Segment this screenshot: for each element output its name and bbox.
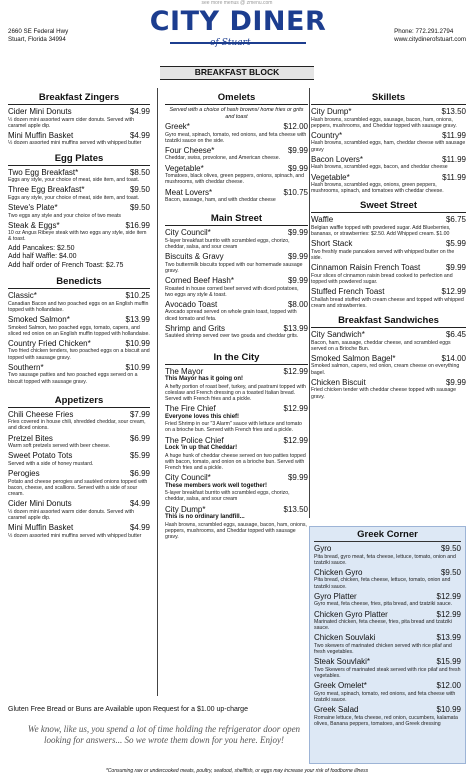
- menu-item-name: The Fire Chief: [165, 404, 216, 414]
- menu-item: [8, 434, 150, 444]
- menu-item-description: Hash browns, scrambled eggs, bacon, and cheddar cheese: [311, 164, 448, 171]
- menu-item-name: Three Egg Breakfast*: [8, 185, 85, 195]
- menu-item-price: $12.99: [436, 609, 461, 619]
- menu-item-description: 5-layer breakfast burrito with scrambled eggs, chorizo, cheddar, salsa, and sour cream: [165, 490, 290, 503]
- menu-item-price: $9.99: [287, 163, 308, 173]
- menu-item-price: $9.50: [129, 203, 150, 213]
- menu-item: [8, 339, 150, 349]
- menu-item-name: Biscuits & Gravy: [165, 252, 224, 262]
- menu-item-name: Mini Muffin Basket: [8, 130, 74, 140]
- column-left: [8, 92, 150, 541]
- menu-item-description: Hash browns, scrambled eggs, sausage, bacon, ham, onions, peppers, mushrooms, and Cheddar topped with sausage gravy.: [311, 116, 457, 129]
- menu-item: [165, 122, 308, 132]
- menu-item-price: $11.99: [442, 154, 466, 164]
- menu-item-description: Warm soft pretzels served with beer cheese.: [8, 443, 111, 450]
- menu-item-price: $14.00: [441, 353, 466, 363]
- egg-addon: Add half Waffle: $4.00: [8, 253, 77, 261]
- menu-item: [311, 239, 466, 249]
- section-title: Breakfast Sandwiches: [311, 315, 466, 328]
- menu-item: [165, 276, 308, 286]
- menu-item-description: Fries covered in house chili, shredded cheddar, sour cream, and diced onions.: [8, 419, 146, 432]
- menu-item-description: Challah bread stuffed with cream cheese and topped with whipped cream and strawberries.: [311, 296, 464, 309]
- menu-item: [165, 505, 308, 515]
- section-greek-corner: [309, 526, 466, 764]
- menu-item-price: $4.99: [129, 107, 150, 116]
- section-in-the-city: [165, 352, 308, 541]
- section-skillets: [311, 92, 466, 194]
- menu-item-description: ½ dozen mini assorted warm cider donuts. Served with caramel apple dip.: [8, 508, 134, 521]
- section-breakfast-sandwiches: [311, 315, 466, 400]
- menu-item-name: City Council*: [165, 228, 211, 238]
- section-subtitle: Served with a choice of hash browns/ home fries or grits and toast: [169, 107, 304, 120]
- menu-item-name: Chicken Souvlaki: [314, 633, 376, 643]
- menu-item: [165, 164, 308, 174]
- menu-item-name: Chicken Gyro: [314, 567, 363, 577]
- logo-tagline: of Stuart: [210, 38, 251, 48]
- menu-item: [314, 705, 461, 715]
- section-title: In the City: [165, 352, 308, 365]
- menu-item-price: $12.99: [283, 404, 308, 414]
- menu-item-description: Two eggs any style and your choice of two meats: [8, 212, 122, 219]
- menu-item-price: $12.99: [436, 591, 461, 601]
- menu-item-name: Cider Mini Donuts: [8, 499, 72, 509]
- menu-item-price: $6.99: [129, 469, 150, 479]
- menu-item-name: Waffle: [311, 215, 334, 225]
- menu-item: [8, 131, 150, 141]
- menu-item-description: Belgian waffle topped with powdered sugar. Add Blueberries, bananas, or strawberries: $2.50. Add Whipped cream. $1.00: [311, 224, 451, 238]
- menu-item-name: Vegetable*: [311, 172, 350, 182]
- watermark: see more menus @ zmenu.com: [201, 0, 273, 6]
- menu-item-price: $13.99: [125, 315, 150, 325]
- menu-item-price: $13.50: [283, 504, 308, 514]
- menu-item-name: Greek Omelet*: [314, 681, 367, 691]
- menu-item: [8, 185, 150, 195]
- menu-item-price: $13.99: [436, 633, 461, 643]
- city-diner-logo: [140, 6, 336, 54]
- menu-item-name: Country*: [311, 130, 343, 140]
- menu-item: [311, 330, 466, 340]
- section-main-street: [165, 213, 308, 339]
- menu-item-price: $9.99: [287, 228, 308, 238]
- menu-item-description: Canadian Bacon and two poached eggs on an English muffin topped with hollandaise.: [8, 300, 149, 313]
- menu-item: [314, 544, 461, 554]
- menu-item: [8, 291, 150, 301]
- address-line-2: Stuart, Florida 34994: [8, 36, 66, 43]
- menu-item-description: Gyro meat, spinach, tomato, red onions, and feta cheese with tzatziki sauce.: [314, 690, 456, 703]
- menu-item-name: Vegetable*: [165, 163, 204, 173]
- menu-item-name: Bacon Lovers*: [311, 154, 364, 164]
- menu-item-price: $5.99: [445, 239, 466, 249]
- menu-item-description: ½ dozen mini assorted warm cider donuts. Served with caramel apple dip.: [8, 116, 134, 129]
- menu-item-tagline: This is no ordinary landfill...: [165, 514, 245, 521]
- menu-item: [8, 315, 150, 325]
- menu-item-price: $10.75: [283, 187, 308, 197]
- menu-item-name: The Police Chief: [165, 435, 224, 445]
- column-divider-1: [157, 88, 158, 696]
- breakfast-block-title: BREAKFAST BLOCK: [160, 66, 314, 80]
- menu-item: [311, 215, 466, 225]
- menu-item-price: $16.99: [125, 220, 150, 230]
- address-line-1: 2660 SE Federal Hwy: [8, 28, 69, 35]
- menu-item-name: Two Egg Breakfast*: [8, 167, 79, 177]
- menu-item-description: Pita bread, gyro meat, feta cheese, lettuce, tomato, onion and tzatziki sauce.: [314, 553, 456, 566]
- menu-item: [311, 263, 466, 273]
- menu-item-price: $10.99: [125, 362, 150, 372]
- menu-item-name: City Dump*: [165, 504, 206, 514]
- menu-quote: We know, like us, you spend a lot of time holding the refrigerator door open looking for answers... So we wrote them down for you here. Enjoy!: [27, 724, 301, 745]
- menu-item: [165, 228, 308, 238]
- menu-item: [8, 451, 150, 461]
- menu-item-name: Four Cheese*: [165, 145, 215, 155]
- menu-item-name: City Sandwich*: [311, 330, 365, 340]
- menu-item-name: Cider Mini Donuts: [8, 107, 72, 116]
- menu-item-price: $12.99: [441, 287, 466, 297]
- menu-item-name: Country Fried Chicken*: [8, 338, 91, 348]
- menu-item-description: Hash browns, scrambled eggs, onions, green peppers, mushrooms, spinach, and tomatoes with cheddar cheese.: [311, 182, 444, 195]
- gluten-free-note: Gluten Free Bread or Buns are Available upon Request for a $1.00 up-charge: [8, 706, 248, 713]
- menu-item: [8, 410, 150, 420]
- menu-item-tagline: Everyone loves this chief!: [165, 413, 240, 420]
- menu-item-price: $10.99: [436, 705, 461, 715]
- menu-item-price: $9.99: [445, 377, 466, 387]
- menu-item: [165, 300, 308, 310]
- menu-item-name: City Council*: [165, 473, 211, 483]
- menu-item-name: City Dump*: [311, 107, 352, 116]
- menu-item-price: $9.99: [287, 252, 308, 262]
- menu-item-price: $9.50: [129, 185, 150, 195]
- menu-item-price: $4.99: [129, 499, 150, 509]
- menu-item: [165, 367, 308, 377]
- menu-item-description: Potato and cheese perogies and sautéed onions topped with bacon, cheese, and scallions. Served with a side of sour cream.: [8, 478, 148, 497]
- menu-item: [311, 173, 466, 183]
- menu-item-description: ½ dozen assorted mini muffins served with whipped butter: [8, 140, 142, 147]
- section-title: Sweet Street: [311, 200, 466, 213]
- menu-item-price: $9.99: [287, 276, 308, 286]
- menu-item-price: $13.99: [283, 323, 308, 333]
- menu-item-name: Cinnamon Raisin French Toast: [311, 263, 421, 273]
- section-title: Main Street: [165, 213, 308, 226]
- menu-item-price: $12.00: [283, 122, 308, 131]
- menu-item-price: $7.99: [129, 409, 150, 419]
- menu-item: [8, 469, 150, 479]
- menu-item-description: Gyro meat, feta cheese, fries, pita bread, and tzatziki sauce.: [314, 601, 453, 608]
- menu-item: [314, 633, 461, 643]
- menu-item-description: Bacon, ham, sausage, cheddar cheese, and scrambled eggs served on a Brioche Bun.: [311, 339, 451, 352]
- menu-item-name: Chili Cheese Fries: [8, 409, 74, 419]
- menu-item-name: The Mayor: [165, 366, 204, 376]
- menu-item: [165, 404, 308, 414]
- menu-item-description: A huge hunk of cheddar cheese served on two patties topped with bacon, tomato, and onion on a brioche bun. Served with French fries and a pickle.: [165, 452, 306, 471]
- menu-item-name: Steak & Eggs*: [8, 220, 60, 230]
- menu-item-description: 10 oz Angus Ribeye steak with two eggs any style, side item & toast.: [8, 230, 147, 243]
- menu-item-price: $10.99: [125, 338, 150, 348]
- menu-item: [314, 592, 461, 602]
- menu-item: [165, 473, 308, 483]
- menu-item: [314, 568, 461, 578]
- section-title: Greek Corner: [314, 529, 461, 542]
- column-right: [311, 92, 466, 402]
- section-title: Omelets: [165, 92, 308, 105]
- menu-item: [311, 107, 466, 117]
- section-title: Egg Plates: [8, 153, 150, 166]
- menu-item-description: Eggs any style, your choice of meat, side item, and toast.: [8, 194, 140, 201]
- menu-item-name: Southern*: [8, 362, 44, 372]
- menu-item-name: Chicken Biscuit: [311, 377, 366, 387]
- menu-item-name: Corned Beef Hash*: [165, 276, 234, 286]
- menu-item-price: $12.00: [436, 681, 461, 691]
- menu-item-description: Smoked Salmon, two poached eggs, tomato, capers, and sliced red onion on an English muffin topped with hollandaise.: [8, 324, 150, 337]
- menu-item-description: Served with a side of honey mustard.: [8, 460, 94, 467]
- section-title: Benedicts: [8, 276, 150, 289]
- menu-item: [8, 203, 150, 213]
- menu-item-tagline: These members work well together!: [165, 482, 268, 489]
- logo-title: CITY DINER: [149, 6, 327, 37]
- menu-item-name: Gyro: [314, 544, 332, 553]
- section-egg-plates: [8, 153, 150, 271]
- menu-item-description: Two Skewers of marinated steak served with rice pilaf and fresh vegetables.: [314, 666, 461, 680]
- menu-item: [165, 324, 308, 334]
- menu-item-price: $13.50: [441, 107, 466, 116]
- menu-item-name: Gyro Platter: [314, 591, 357, 601]
- menu-item: [8, 221, 150, 231]
- section-benedicts: [8, 276, 150, 385]
- menu-item-price: $10.25: [125, 291, 150, 301]
- menu-item: [311, 354, 466, 364]
- menu-item-name: Smoked Salmon Bagel*: [311, 353, 396, 363]
- section-breakfast-zingers: [8, 92, 150, 147]
- phone: Phone: 772.291.2794: [394, 28, 454, 35]
- menu-item: [8, 168, 150, 178]
- menu-item-name: Sweet Potato Tots: [8, 451, 73, 461]
- menu-item: [314, 657, 461, 667]
- menu-item-description: 5-layer breakfast burrito with scrambled eggs, chorizo, cheddar, salsa, and sour cream: [165, 237, 290, 250]
- section-omelets: [165, 92, 308, 203]
- menu-item-price: $9.50: [440, 567, 461, 577]
- menu-item-name: Perogies: [8, 469, 40, 479]
- menu-item-price: $8.50: [129, 167, 150, 177]
- menu-item-name: Stuffed French Toast: [311, 287, 385, 297]
- menu-item-price: $11.99: [442, 172, 466, 182]
- menu-item-description: A hefty portion of roast beef, turkey, and pastrami topped with coleslaw and French dressing on a toasted Italian bread. Served with French fries and a pickle.: [165, 383, 306, 402]
- menu-item-tagline: This Mayor has it going on!: [165, 376, 243, 383]
- menu-item: [8, 523, 150, 533]
- menu-item-description: Hash browns, scrambled eggs, ham, cheddar cheese with sausage gravy: [311, 140, 466, 153]
- menu-item-name: Greek*: [165, 122, 190, 131]
- menu-item-price: $9.50: [440, 544, 461, 553]
- menu-item-price: $6.75: [445, 215, 466, 225]
- menu-item-description: Avocado spread served on whole grain toast, topped with diced tomato and feta.: [165, 309, 297, 322]
- menu-item: [314, 681, 461, 691]
- menu-item-name: Steak Souvlaki*: [314, 657, 371, 667]
- menu-item-description: Fried chicken tender with cheddar cheese topped with sausage gravy.: [311, 387, 457, 400]
- menu-item: [314, 610, 461, 620]
- menu-item-name: Smoked Salmon*: [8, 315, 70, 325]
- column-middle: [165, 92, 308, 542]
- menu-item: [311, 155, 466, 165]
- menu-item-price: $12.99: [283, 435, 308, 445]
- menu-item-price: $9.99: [287, 473, 308, 483]
- menu-item-description: Bacon, sausage, ham, and with cheddar cheese: [165, 197, 276, 204]
- menu-item-description: Two fried chicken tenders, two poached eggs on a biscuit and topped with sausage gravy.: [8, 348, 150, 361]
- menu-item: [8, 499, 150, 509]
- menu-item: [165, 252, 308, 262]
- section-sweet-street: [311, 200, 466, 309]
- menu-item-description: Two sausage patties and two poached eggs served on a biscuit topped with sausage gravy.: [8, 372, 138, 385]
- menu-item-price: $8.00: [287, 299, 308, 309]
- menu-item: [311, 378, 466, 388]
- menu-item-description: Smoked salmon, capers, red onion, cream cheese on everything bagel.: [311, 363, 460, 376]
- menu-item: [165, 188, 308, 198]
- menu-item: [165, 436, 308, 446]
- menu-item-name: Meat Lovers*: [165, 187, 213, 197]
- menu-item-name: Short Stack: [311, 239, 353, 249]
- menu-item-price: $6.99: [129, 433, 150, 443]
- menu-item-description: Cheddar, swiss, provolone, and American cheese.: [165, 155, 281, 162]
- menu-item-name: Avocado Toast: [165, 299, 218, 309]
- restaurant-address: [8, 28, 68, 44]
- menu-item-price: $6.45: [445, 330, 466, 340]
- menu-item: [311, 287, 466, 297]
- menu-item-tagline: Lock 'in up that Cheddar!: [165, 445, 238, 452]
- menu-item-name: Classic*: [8, 291, 37, 301]
- menu-item-price: $15.99: [436, 657, 461, 667]
- menu-item-description: Sautéed shrimp served over two gouda and cheddar grits.: [165, 333, 299, 340]
- menu-item-price: $9.99: [287, 145, 308, 155]
- restaurant-contact: [394, 28, 466, 44]
- menu-item-description: Roasted in house corned beef served with diced potatoes, two eggs any style & toast.: [165, 285, 299, 298]
- egg-addon: Add half order of French Toast: $2.75: [8, 261, 124, 269]
- menu-item-description: Two freshly made pancakes served with whipped butter on the side.: [311, 248, 455, 262]
- menu-item-name: Chicken Gyro Platter: [314, 609, 388, 619]
- food-safety-warning: *Consuming raw or undercooked meats, poultry, seafood, shellfish, or eggs may increase your risk of foodborne illness: [105, 768, 369, 774]
- menu-item: [311, 131, 466, 141]
- website-link[interactable]: www.citydinerofstuart.com: [394, 36, 466, 43]
- menu-item-name: Mini Muffin Basket: [8, 523, 74, 533]
- egg-addon: Add Pancakes: $2.50: [8, 244, 75, 252]
- menu-item-price: $4.99: [129, 523, 150, 533]
- menu-item-description: Romaine lettuce, feta cheese, red onion, cucumbers, kalamata olives, Banana peppers, tomatoes, and Greek dressing: [314, 714, 458, 727]
- section-title: Breakfast Zingers: [8, 92, 150, 105]
- menu-item-name: Greek Salad: [314, 705, 359, 715]
- menu-item-price: $5.99: [129, 451, 150, 461]
- menu-item-description: Marinated chicken, feta cheese, fries, pita bread and tzatziki sauce.: [314, 619, 452, 632]
- menu-item-price: $9.99: [445, 263, 466, 273]
- menu-item: [8, 363, 150, 373]
- menu-item: [8, 107, 150, 117]
- menu-item-description: Two skewers of marinated chicken served with rice pilaf and fresh vegetables.: [314, 642, 452, 656]
- menu-item-description: Eggs any style, your choice of meat, side item, and toast.: [8, 177, 140, 184]
- menu-item-price: $11.99: [442, 130, 466, 140]
- section-title: Skillets: [311, 92, 466, 105]
- menu-item-price: $4.99: [129, 130, 150, 140]
- menu-item-description: Gyro meat, spinach, tomato, red onions, and feta cheese with tzatziki sauce on the side.: [165, 131, 307, 144]
- column-divider-2: [309, 88, 310, 518]
- menu-item-name: Pretzel Bites: [8, 433, 53, 443]
- menu-item-description: Tomatoes, black olives, green peppers, onions, spinach, and mushrooms, with cheddar cheese.: [165, 173, 304, 186]
- menu-item-description: Fried Shrimp in our "3 Alarm" sauce with lettuce and tomato on a brioche bun. Served with French fries and a pickle.: [165, 421, 302, 434]
- menu-item-name: Shrimp and Grits: [165, 323, 226, 333]
- menu-item-description: Hash browns, scrambled eggs, sausage, bacon, ham, onions, peppers, mushrooms, and Cheddar topped with sausage gravy.: [165, 521, 307, 540]
- menu-item-price: $12.99: [283, 366, 308, 376]
- section-appetizers: [8, 395, 150, 539]
- menu-item-description: Pita bread, chicken, feta cheese, lettuce, tomato, onion and tzatziki sauce.: [314, 577, 451, 590]
- menu-item-description: Four slices of cinnamon raisin bread cooked to perfection and topped with powdered sugar.: [311, 272, 453, 285]
- section-title: Appetizers: [8, 395, 150, 408]
- menu-item: [165, 146, 308, 156]
- menu-item-description: Two buttermilk biscuits topped with our homemade sausage gravy.: [165, 261, 303, 274]
- menu-item-name: Steve's Plate*: [8, 203, 58, 213]
- menu-item-description: ½ dozen assorted mini muffins served with whipped butter: [8, 532, 142, 539]
